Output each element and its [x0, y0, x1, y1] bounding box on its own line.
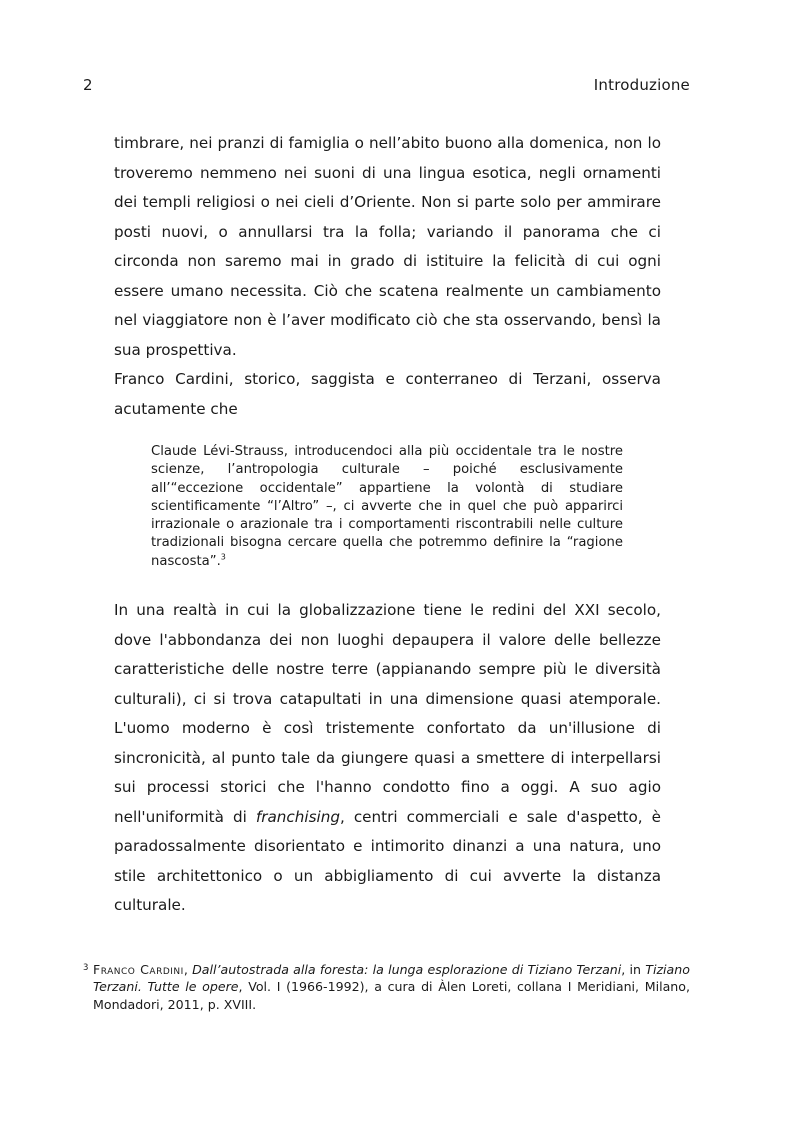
- footnote-text: [93, 961, 690, 1013]
- page-number: 2: [83, 76, 93, 94]
- footnote-title: Dall’autostrada alla foresta: la lunga esplorazione di Tiziano Terzani: [192, 962, 622, 977]
- footnote-author: Franco Cardini: [93, 962, 184, 977]
- block-quote-text: Claude Lévi-Strauss, introducendoci alla più occidentale tra le nostre scienze, l’antropologia culturale – poiché esclusivamente all’“eccezione occidentale” appartiene la volontà di studiare scientificamente “l’Altro” –, ci avverte che in quel che può apparirci irrazionale o arazionale tra i comportamenti riscontrabili nelle culture tradizionali bisogna cercare quella che potremmo definire la “ragione nascosta”.: [151, 444, 623, 569]
- running-head: Introduzione: [593, 76, 690, 94]
- paragraph-1: timbrare, nei pranzi di famiglia o nell’abito buono alla domenica, non lo troveremo nemmeno nei suoni di una lingua esotica, negli ornamenti dei templi religiosi o nei cieli d’Oriente. Non si parte solo per ammirare posti nuovi, o annullarsi tra la folla; variando il panorama che ci circonda non saremo mai in grado di istituire la felicità di cui ogni essere umano necessita. Ciò che scatena realmente un cambiamento nel viaggiatore non è l’aver modificato ciò che sta osservando, bensì la sua prospettiva.: [114, 134, 661, 359]
- footnote-work: Tiziano Terzani. Tutte le opere: [93, 962, 690, 995]
- paragraph-2: Franco Cardini, storico, saggista e conterraneo di Terzani, osserva acutamente che: [114, 370, 661, 418]
- paragraph-3-end: , centri commerciali e sale d'aspetto, è paradossalmente disorientato e intimorito dinanzi a una natura, uno stile architettonico o un abbigliamento di cui avverte la distanza culturale.: [114, 807, 661, 914]
- paragraph-3: [114, 596, 661, 921]
- footnote: [83, 961, 690, 1013]
- paragraph-3-italic-term: franchising: [255, 807, 340, 826]
- footnote-reference[interactable]: 3: [220, 552, 226, 562]
- footnote-details: , Vol. I (1966-1992), a cura di Àlen Loreti, collana I Meridiani, Milano, Mondadori, 2011, p. XVIII.: [93, 979, 690, 1012]
- footnote-marker: 3: [83, 963, 89, 973]
- paragraph-3-start: In una realtà in cui la globalizzazione tiene le redini del XXI secolo, dove l'abbondanza dei non luoghi depaupera il valore delle bellezze caratteristiche delle nostre terre (appianando sempre più le diversità culturali), ci si trova catapultati in una dimensione quasi atemporale. L'uomo moderno è così tristemente confortato da un'illusione di sincronicità, al punto tale da giungere quasi a smettere di interpellarsi sui processi storici che l'hanno condotto fino a oggi. A suo agio nell'uniformità di: [114, 601, 661, 826]
- footnote-sep-2: , in: [621, 962, 646, 977]
- block-quote: [151, 443, 623, 571]
- footnote-sep-1: ,: [183, 962, 193, 977]
